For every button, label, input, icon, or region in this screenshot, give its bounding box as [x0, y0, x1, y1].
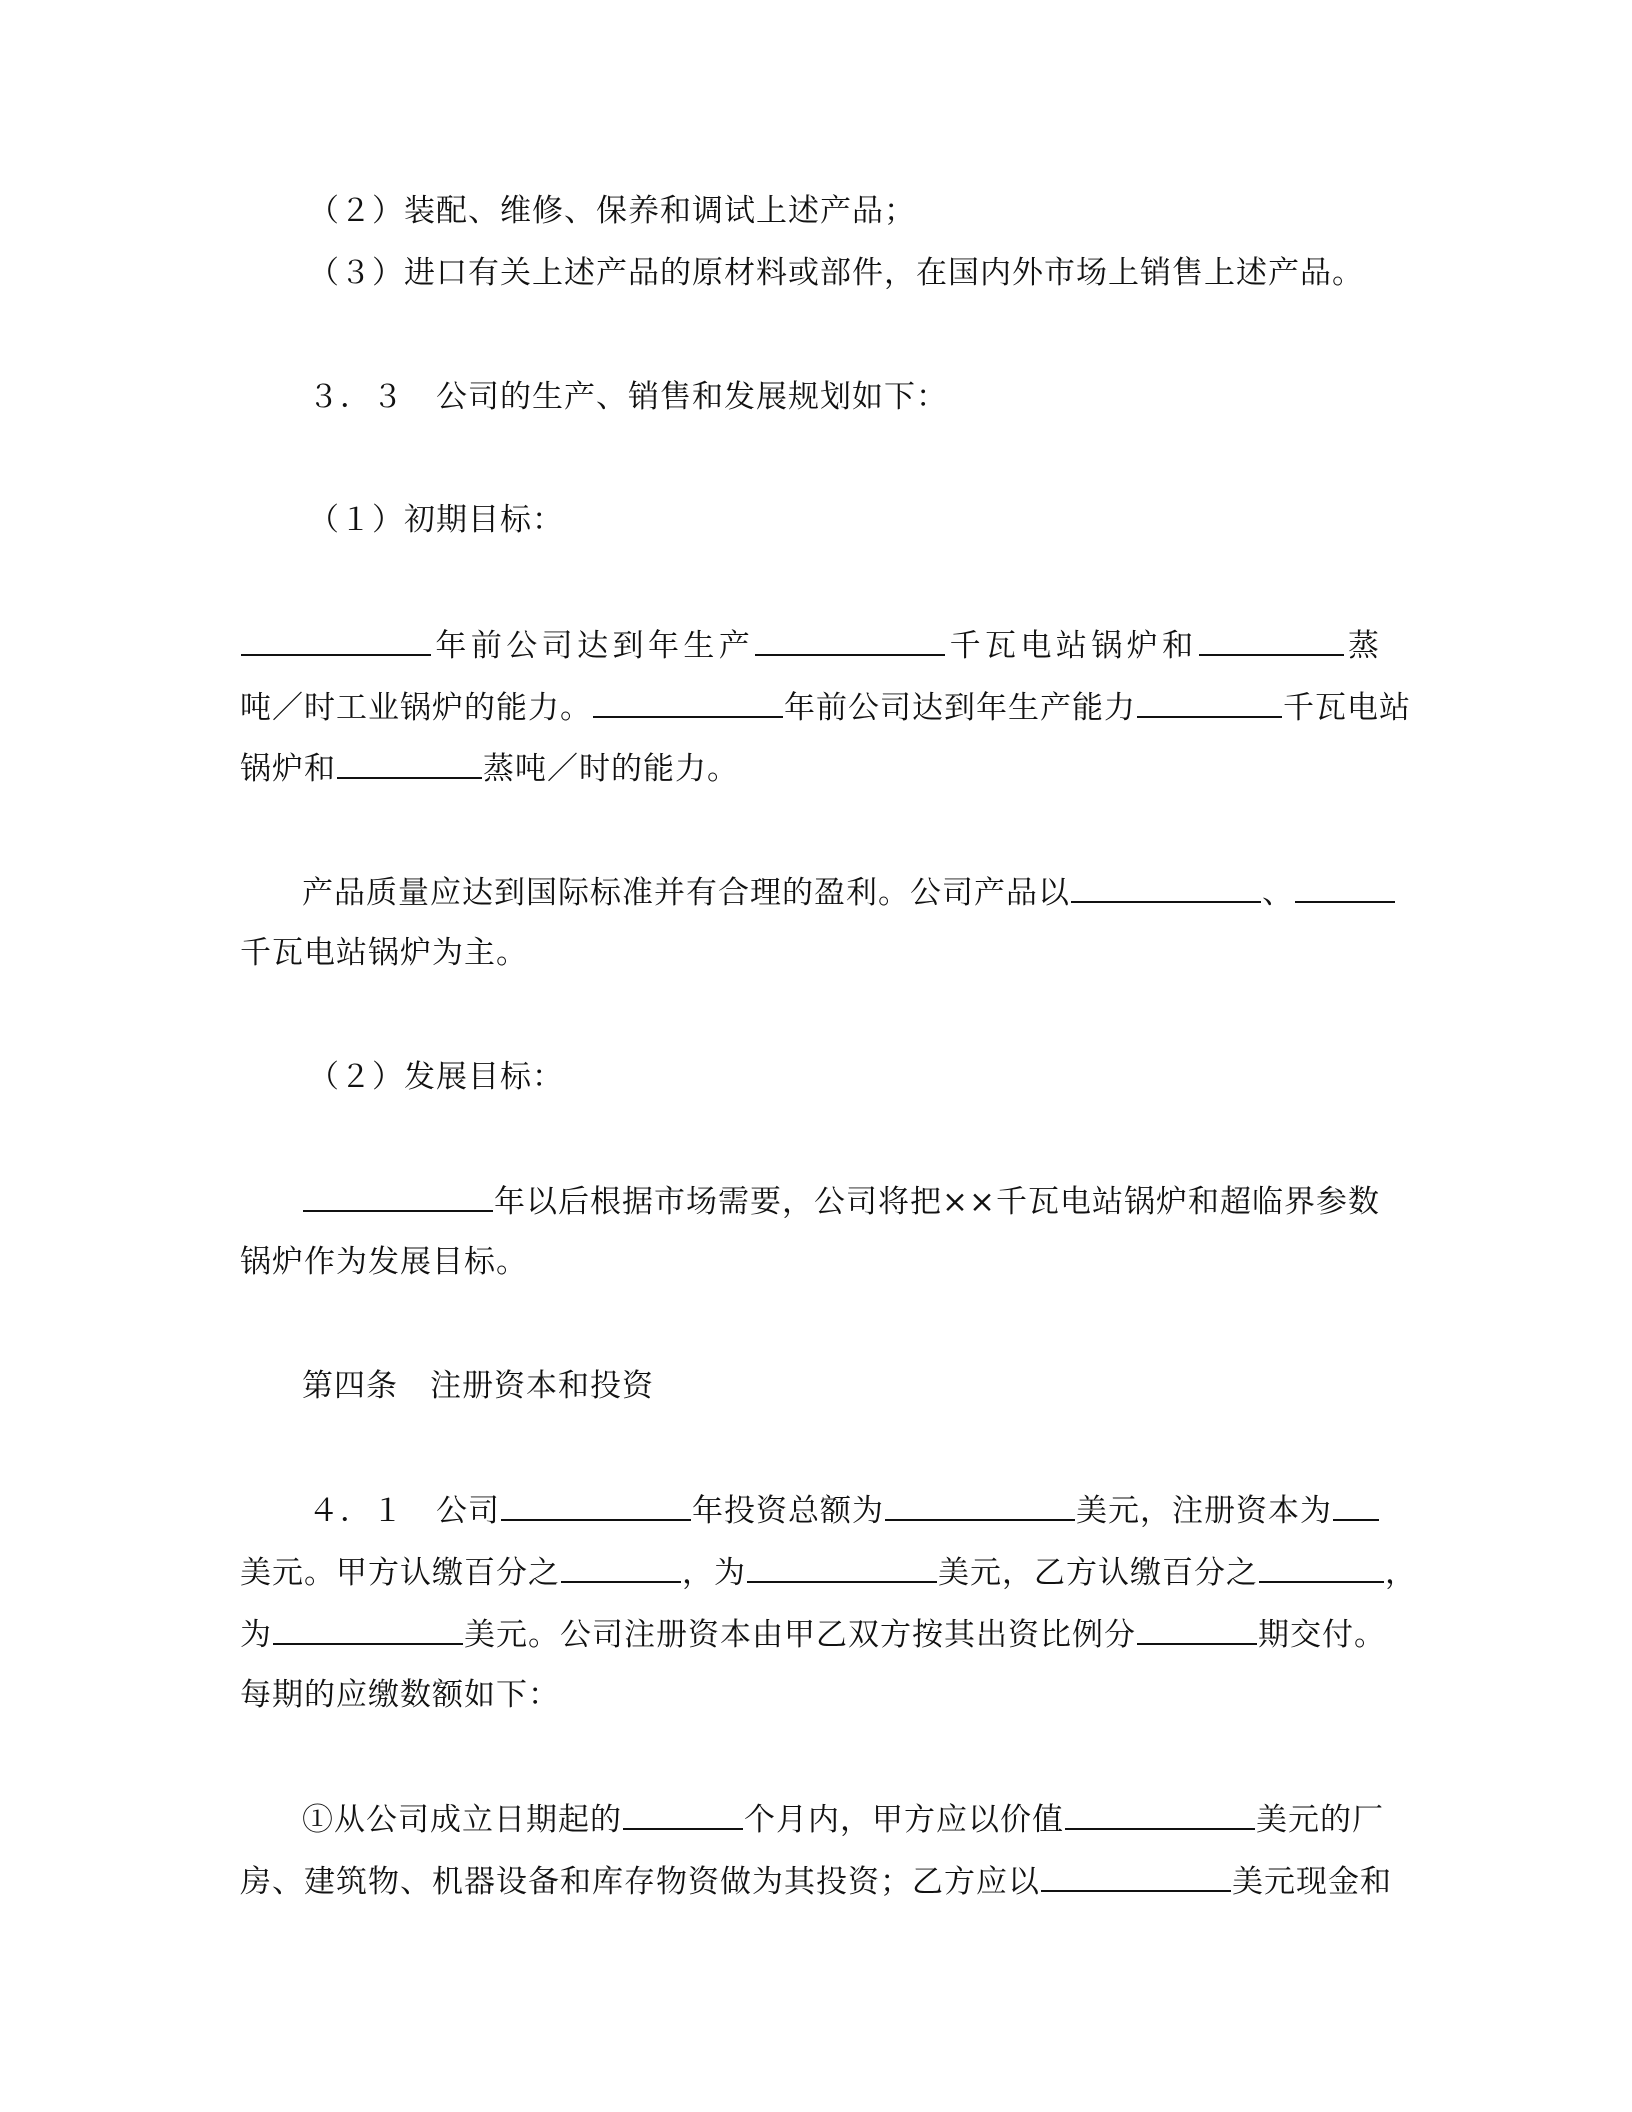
list-item-2: （２）装配、维修、保养和调试上述产品； [308, 193, 916, 229]
text-span: 蒸 [1344, 628, 1381, 664]
paragraph-line [240, 1860, 1392, 1902]
paragraph-line [308, 1489, 1380, 1531]
paragraph-line [302, 1180, 1380, 1222]
paragraph-line [240, 933, 528, 973]
text-span: ，为 [682, 1555, 746, 1591]
text-span: 美元现金和 [1232, 1864, 1392, 1900]
subsection-heading [308, 1057, 564, 1097]
text-span: 个月内，甲方应以价值 [744, 1802, 1064, 1838]
article-4-title: 第四条 注册资本和投资 [302, 1368, 654, 1404]
paragraph-line [240, 747, 739, 789]
fill-blank[interactable] [1065, 1798, 1255, 1830]
fill-blank[interactable] [1333, 1489, 1379, 1521]
text-span: 年以后根据市场需要，公司将把××千瓦电站锅炉和超临界参数 [494, 1184, 1380, 1220]
fill-blank[interactable] [303, 1180, 493, 1212]
text-span: 美元。公司注册资本由甲乙双方按其出资比例分 [464, 1617, 1136, 1653]
fill-blank[interactable] [501, 1489, 691, 1521]
fill-blank[interactable] [747, 1551, 937, 1583]
fill-blank[interactable] [273, 1613, 463, 1645]
fill-blank[interactable] [1295, 871, 1395, 903]
fill-blank[interactable] [1137, 1613, 1257, 1645]
text-span: 年前公司达到年生产 [432, 628, 755, 664]
paragraph-line [240, 1551, 1417, 1593]
text-span: 美元，乙方认缴百分之 [938, 1555, 1258, 1591]
paragraph-line [302, 871, 1380, 913]
paragraph-line [240, 686, 1411, 728]
fill-blank[interactable] [561, 1551, 681, 1583]
fill-blank[interactable] [623, 1798, 743, 1830]
paragraph-line [240, 624, 1380, 666]
text-span: 锅炉作为发展目标。 [240, 1244, 528, 1280]
text-span: 千瓦电站 [1283, 690, 1411, 726]
text-span: 年前公司达到年生产能力 [784, 690, 1136, 726]
text-span: 、 [1262, 875, 1294, 911]
paragraph-line [240, 1675, 560, 1715]
text-span: 期交付。 [1258, 1617, 1386, 1653]
text-span: 为 [240, 1617, 272, 1653]
development-goal-heading: （２）发展目标： [308, 1059, 564, 1095]
fill-blank[interactable] [593, 686, 783, 718]
fill-blank[interactable] [1259, 1551, 1384, 1583]
text-span: 年投资总额为 [692, 1493, 884, 1529]
text-span: 美元。甲方认缴百分之 [240, 1555, 560, 1591]
fill-blank[interactable] [1199, 624, 1344, 656]
fill-blank[interactable] [885, 1489, 1075, 1521]
fill-blank[interactable] [1137, 686, 1282, 718]
initial-goal-heading: （１）初期目标： [308, 502, 564, 538]
text-span: 产品质量应达到国际标准并有合理的盈利。公司产品以 [302, 875, 1070, 911]
section-heading [308, 377, 948, 417]
article-heading [302, 1366, 654, 1406]
fill-blank[interactable] [337, 747, 482, 779]
fill-blank[interactable] [1041, 1860, 1231, 1892]
fill-blank[interactable] [755, 624, 945, 656]
text-span: ， [1385, 1555, 1417, 1591]
paragraph-line [302, 1798, 1384, 1840]
clause-3-3: ３．３ 公司的生产、销售和发展规划如下： [308, 379, 948, 415]
text-span: ①从公司成立日期起的 [302, 1802, 622, 1838]
fill-blank[interactable] [241, 624, 431, 656]
text-span: 锅炉和 [240, 751, 336, 787]
list-item-3: （３）进口有关上述产品的原材料或部件，在国内外市场上销售上述产品。 [308, 255, 1364, 291]
paragraph-line [240, 1242, 528, 1282]
text-span: 吨／时工业锅炉的能力。 [240, 690, 592, 726]
paragraph-line [240, 1613, 1386, 1655]
text-span: 蒸吨／时的能力。 [483, 751, 739, 787]
text-span: 美元，注册资本为 [1076, 1493, 1332, 1529]
text-line [308, 253, 1364, 293]
text-span: 房、建筑物、机器设备和库存物资做为其投资；乙方应以 [240, 1864, 1040, 1900]
fill-blank[interactable] [1071, 871, 1261, 903]
text-span: 美元的厂 [1256, 1802, 1384, 1838]
text-span: 千瓦电站锅炉为主。 [240, 935, 528, 971]
text-line [308, 191, 916, 231]
text-span: ４．１ 公司 [308, 1493, 500, 1529]
subsection-heading [308, 500, 564, 540]
text-span: 每期的应缴数额如下： [240, 1677, 560, 1713]
text-span: 千瓦电站锅炉和 [946, 628, 1198, 664]
